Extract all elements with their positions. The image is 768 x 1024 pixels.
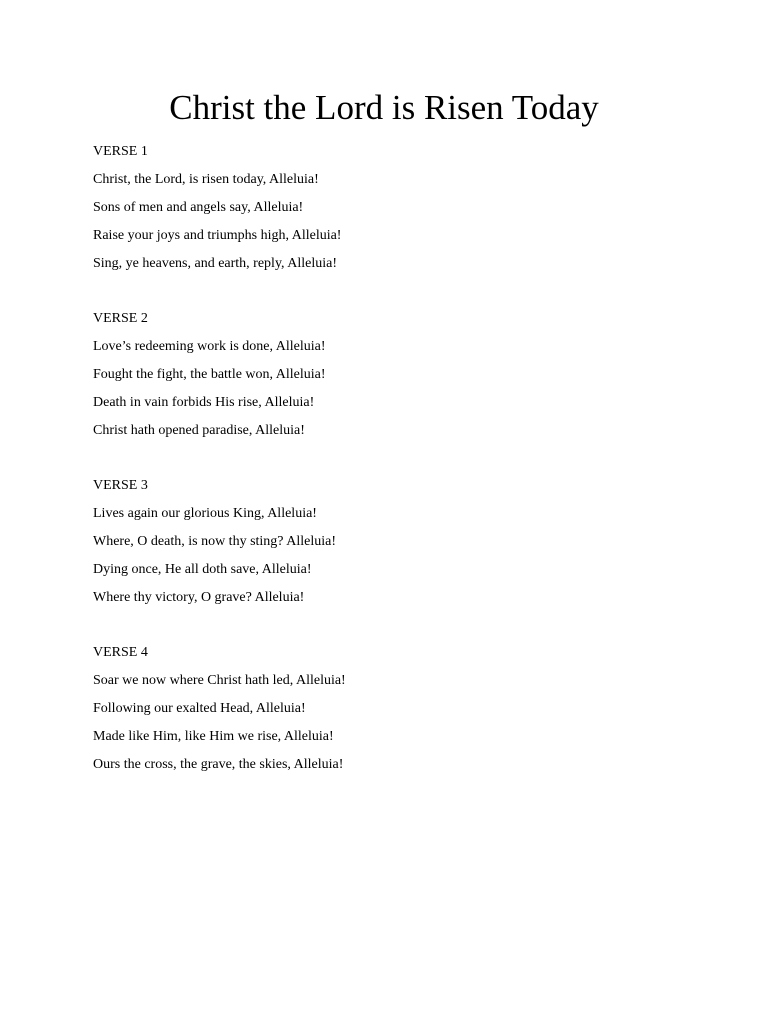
verse-line: Sons of men and angels say, Alleluia! xyxy=(93,200,304,215)
verse-line: Where, O death, is now thy sting? Alleluia! xyxy=(93,534,336,549)
document-title: Christ the Lord is Risen Today xyxy=(169,88,599,127)
verse-line: Following our exalted Head, Alleluia! xyxy=(93,701,306,716)
verse-line: Raise your joys and triumphs high, Alleluia! xyxy=(93,228,342,243)
verse-line: Christ, the Lord, is risen today, Alleluia! xyxy=(93,172,319,187)
verse-2 xyxy=(93,305,693,445)
verse-line: Love’s redeeming work is done, Alleluia! xyxy=(93,339,326,354)
verse-line: Christ hath opened paradise, Alleluia! xyxy=(93,423,305,438)
verse-line: Dying once, He all doth save, Alleluia! xyxy=(93,562,312,577)
verse-line: Made like Him, like Him we rise, Alleluia! xyxy=(93,729,334,744)
verse-heading: VERSE 1 xyxy=(93,144,148,159)
verse-4 xyxy=(93,639,693,779)
verse-line: Fought the fight, the battle won, Alleluia! xyxy=(93,367,326,382)
verse-line: Ours the cross, the grave, the skies, Alleluia! xyxy=(93,757,344,772)
verse-1 xyxy=(93,138,693,278)
verse-line: Where thy victory, O grave? Alleluia! xyxy=(93,590,305,605)
verse-line: Sing, ye heavens, and earth, reply, Alleluia! xyxy=(93,256,338,271)
verse-line: Death in vain forbids His rise, Alleluia! xyxy=(93,395,315,410)
verse-heading: VERSE 3 xyxy=(93,478,148,493)
hymn-body xyxy=(93,138,693,806)
verse-3 xyxy=(93,472,693,612)
verse-heading: VERSE 4 xyxy=(93,645,148,660)
verse-line: Soar we now where Christ hath led, Alleluia! xyxy=(93,673,346,688)
verse-heading: VERSE 2 xyxy=(93,311,148,326)
verse-line: Lives again our glorious King, Alleluia! xyxy=(93,506,317,521)
